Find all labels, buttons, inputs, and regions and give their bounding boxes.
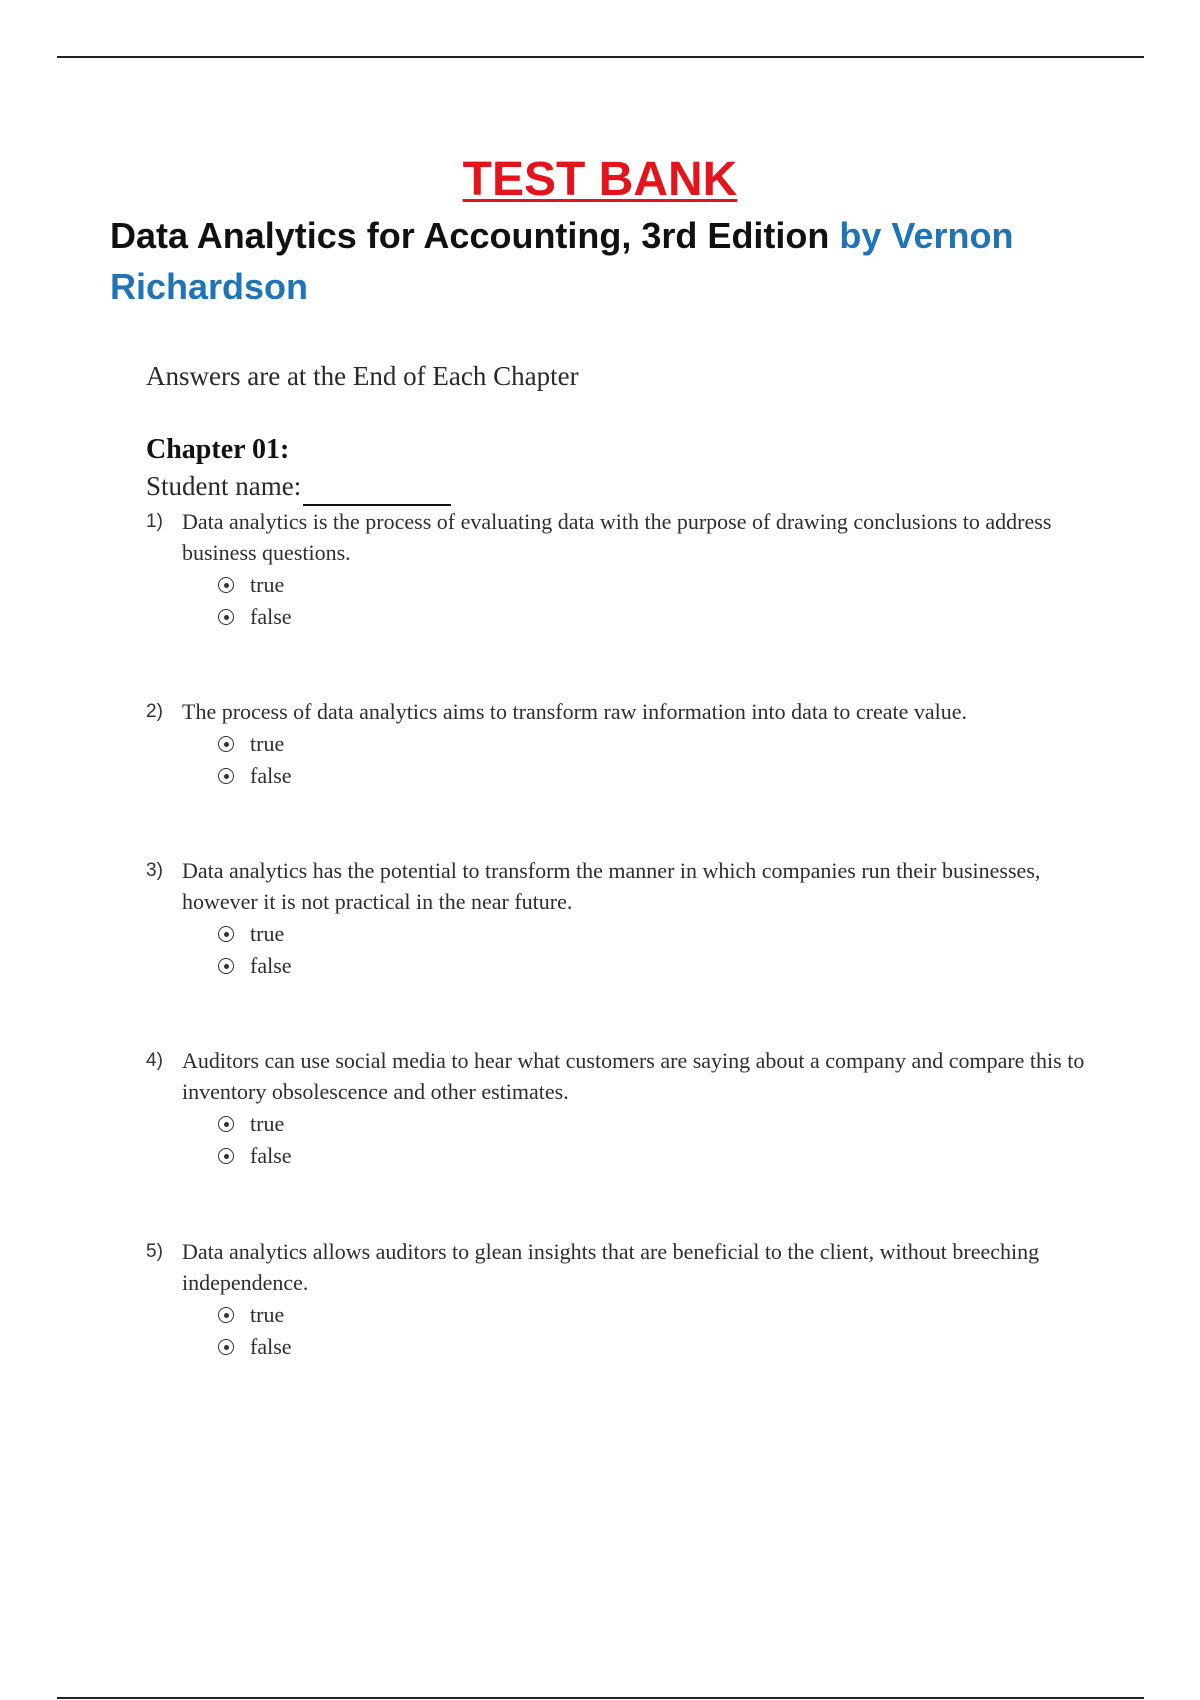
radio-button-icon[interactable]: [218, 609, 234, 625]
radio-button-icon[interactable]: [218, 958, 234, 974]
student-name-blank[interactable]: [303, 476, 451, 506]
question-2: [146, 696, 1086, 792]
option-label: false: [250, 1143, 292, 1168]
option-label: false: [250, 1334, 292, 1359]
option-true[interactable]: [218, 728, 1086, 760]
bottom-rule: [57, 1697, 1144, 1699]
option-false[interactable]: [218, 1331, 1086, 1363]
option-true[interactable]: [218, 918, 1086, 950]
option-label: true: [250, 731, 285, 756]
option-label: true: [250, 921, 285, 946]
question-3: [146, 855, 1086, 982]
question-number: 5): [146, 1241, 163, 1262]
book-title: [110, 210, 1090, 312]
option-true[interactable]: [218, 569, 1086, 601]
option-label: false: [250, 604, 292, 629]
question-text: Data analytics allows auditors to glean insights that are beneficial to the client, without breeching independence.: [182, 1239, 1040, 1295]
radio-button-icon[interactable]: [218, 926, 234, 942]
question-5: [146, 1236, 1086, 1363]
question-text: Data analytics has the potential to transform the manner in which companies run their businesses, however it is not practical in the near future.: [182, 858, 1041, 914]
radio-button-icon[interactable]: [218, 1116, 234, 1132]
student-name-row: [146, 466, 451, 506]
student-name-label: Student name:: [146, 471, 302, 501]
option-true[interactable]: [218, 1108, 1086, 1140]
option-false[interactable]: [218, 760, 1086, 792]
question-text: The process of data analytics aims to transform raw information into data to create value.: [182, 699, 967, 724]
question-text: Data analytics is the process of evaluating data with the purpose of drawing conclusions to address business questions.: [182, 509, 1052, 565]
question-number: 2): [146, 701, 163, 722]
book-title-main: Data Analytics for Accounting, 3rd Edition: [110, 215, 830, 256]
book-title-author: by Vernon Richardson: [110, 215, 1014, 307]
answer-options: [218, 918, 1086, 982]
radio-button-icon[interactable]: [218, 1307, 234, 1323]
chapter-heading: Chapter 01:: [146, 434, 290, 465]
radio-button-icon[interactable]: [218, 736, 234, 752]
answer-options: [218, 728, 1086, 792]
option-label: true: [250, 1302, 285, 1327]
test-bank-banner: [0, 150, 1200, 210]
answer-options: [218, 1108, 1086, 1172]
option-false[interactable]: [218, 950, 1086, 982]
option-label: true: [250, 572, 285, 597]
option-false[interactable]: [218, 601, 1086, 633]
radio-button-icon[interactable]: [218, 768, 234, 784]
question-number: 3): [146, 860, 163, 881]
question-number: 1): [146, 511, 163, 532]
question-4: [146, 1045, 1086, 1172]
answer-options: [218, 569, 1086, 633]
radio-button-icon[interactable]: [218, 1339, 234, 1355]
question-number: 4): [146, 1050, 163, 1071]
question-1: [146, 506, 1086, 633]
answer-options: [218, 1299, 1086, 1363]
option-label: true: [250, 1111, 285, 1136]
radio-button-icon[interactable]: [218, 577, 234, 593]
top-rule: [57, 56, 1144, 58]
option-false[interactable]: [218, 1140, 1086, 1172]
answers-note: Answers are at the End of Each Chapter: [146, 361, 579, 391]
radio-button-icon[interactable]: [218, 1148, 234, 1164]
option-label: false: [250, 953, 292, 978]
option-true[interactable]: [218, 1299, 1086, 1331]
banner-text: TEST BANK: [462, 153, 738, 206]
option-label: false: [250, 763, 292, 788]
question-text: Auditors can use social media to hear what customers are saying about a company and compare this to inventory obsolescence and other estimates.: [182, 1048, 1085, 1104]
